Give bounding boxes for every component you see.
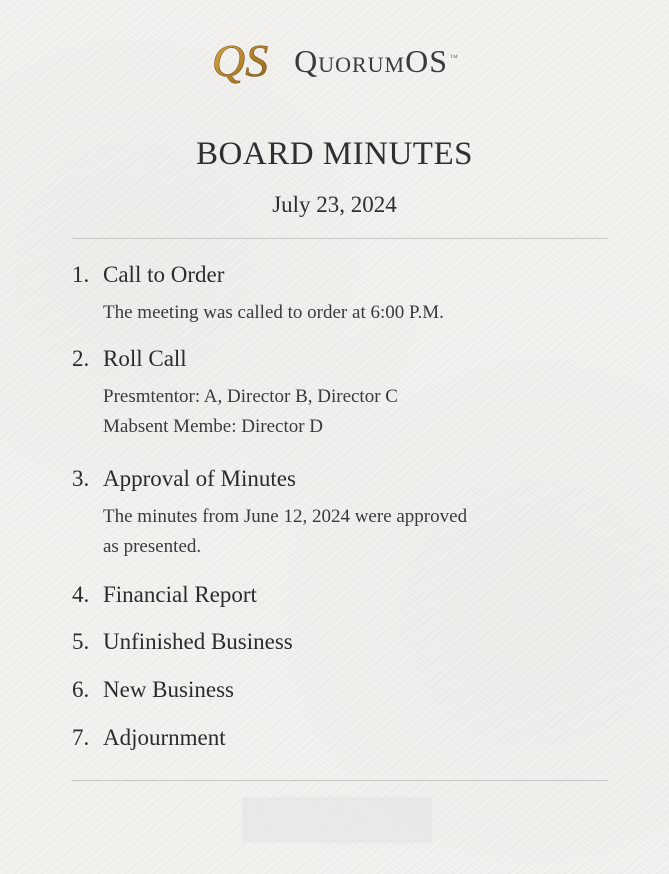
agenda-item-number: 2.	[72, 346, 90, 371]
agenda-item-heading: New Business	[103, 677, 234, 702]
agenda-item-number: 5.	[72, 629, 90, 654]
document-title: BOARD MINUTES	[196, 136, 473, 172]
agenda-item-details	[103, 298, 592, 328]
agenda-item-roll-call	[72, 346, 592, 442]
agenda-item-heading: Unfinished Business	[103, 629, 293, 654]
detail-line: The meeting was called to order at 6:00 P.M.	[103, 302, 444, 323]
detail-line: The minutes from June 12, 2024 were approved	[103, 506, 468, 527]
agenda-item-number: 7.	[72, 725, 90, 750]
divider-top	[72, 238, 608, 239]
agenda-item-heading: Adjournment	[103, 725, 226, 750]
agenda-item-heading: Approval of Minutes	[103, 466, 296, 491]
brand-name	[294, 43, 459, 80]
divider-bottom	[72, 780, 608, 781]
agenda-item-details	[103, 502, 592, 562]
agenda-item-number: 6.	[72, 677, 90, 702]
logo-mark-text: QS	[212, 36, 269, 86]
qs-logo-mark	[210, 36, 284, 86]
agenda-item-heading: Financial Report	[103, 582, 257, 607]
agenda-item-new-business	[72, 677, 592, 703]
detail-line: Presmtentor: A, Director B, Director C	[103, 386, 398, 407]
agenda-item-number: 1.	[72, 262, 90, 287]
detail-line: as presented.	[103, 536, 202, 557]
agenda-item-approval-of-minutes	[72, 466, 592, 562]
agenda-item-heading: Call to Order	[103, 262, 225, 287]
detail-line: Mabsent Membe: Director D	[103, 416, 324, 437]
agenda-item-heading: Roll Call	[103, 346, 187, 371]
agenda-item-number: 3.	[72, 466, 90, 491]
agenda-item-adjournment	[72, 725, 592, 751]
agenda-item-number: 4.	[72, 582, 90, 607]
footer-blank-area	[242, 797, 432, 843]
agenda-item-details	[103, 382, 592, 442]
logo	[0, 36, 669, 86]
agenda-item-unfinished-business	[72, 629, 592, 655]
agenda-item-call-to-order	[72, 262, 592, 328]
agenda-item-financial-report	[72, 582, 592, 608]
document-date: July 23, 2024	[272, 192, 397, 217]
brand-name-text: QuorumOS	[294, 42, 449, 79]
trademark-symbol: ™	[450, 52, 459, 62]
